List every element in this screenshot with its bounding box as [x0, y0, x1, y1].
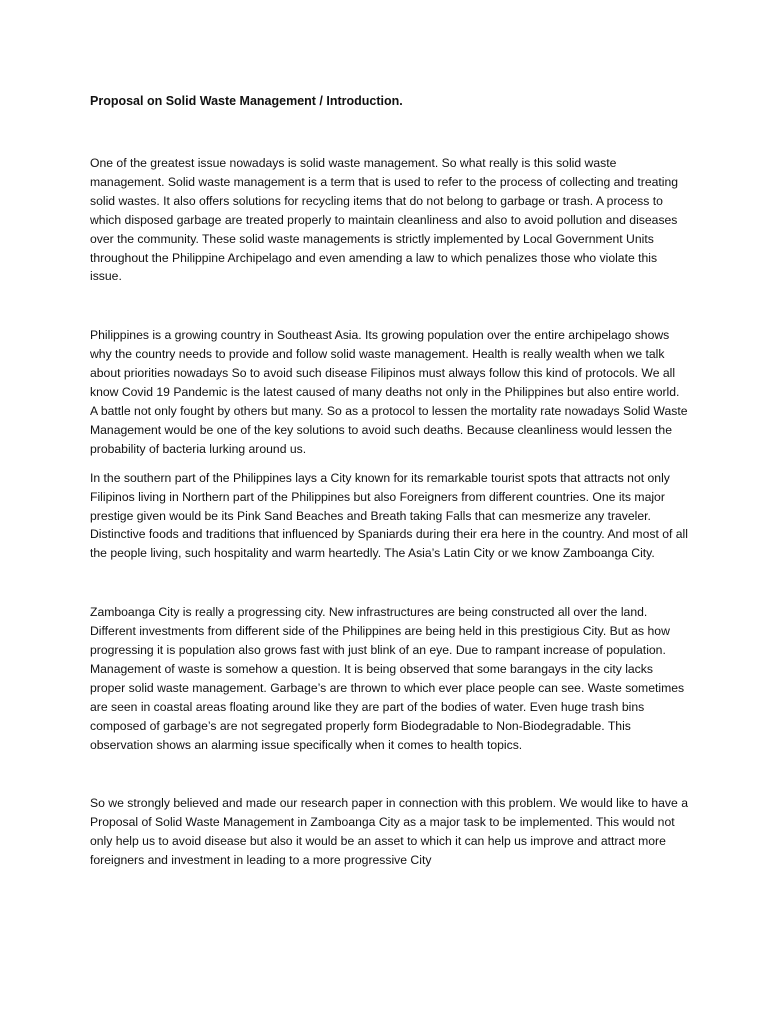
document-page: [90, 92, 688, 870]
paragraph-philippines: Philippines is a growing country in Southeast Asia. Its growing population over the entire archipelago shows why the country needs to provide and follow solid waste management. Health is really wealth when we talk about priorities nowadays So to avoid such disease Filipinos must always follow this kind of protocols. We all know Covid 19 Pandemic is the latest caused of many deaths not only in the Philippines but also entire world. A battle not only fought by others but many. So as a protocol to lessen the mortality rate nowadays Solid Waste Management would be one of the key solutions to avoid such deaths. Because cleanliness would lessen the probability of bacteria lurking around us.: [90, 328, 688, 456]
document-title: Proposal on Solid Waste Management / Introduction.: [90, 94, 403, 108]
paragraph-conclusion: So we strongly believed and made our research paper in connection with this problem. We would like to have a Proposal of Solid Waste Management in Zamboanga City as a major task to be implemented. This would not only help us to avoid disease but also it would be an asset to which it can help us improve and attract more foreigners and investment in leading to a more progressive City: [90, 796, 688, 868]
paragraph-definition: One of the greatest issue nowadays is solid waste management. So what really is this solid waste management. Solid waste management is a term that is used to refer to the process of collecting and treating solid wastes. It also offers solutions for recycling items that do not belong to garbage or trash. A process to which disposed garbage are treated properly to maintain cleanliness and also to avoid pollution and diseases over the community. These solid waste managements is strictly implemented by Local Government Units throughout the Philippine Archipelago and even amending a law to which penalizes those who violate this issue.: [90, 156, 679, 284]
paragraph-zamboanga: Zamboanga City is really a progressing city. New infrastructures are being constructed all over the land. Different investments from different side of the Philippines are being held in this prestigious City. But as how progressing it is population also grows fast with just blink of an eye. Due to rampant increase of population. Management of waste is somehow a question. It is being observed that some barangays in the city lacks proper solid waste management. Garbage’s are thrown to which ever place people can see. Waste sometimes are seen in coastal areas floating around like they are part of the bodies of water. Even huge trash bins composed of garbage’s are not segregated properly form Biodegradable to Non-Biodegradable. This observation shows an alarming issue specifically when it comes to health topics.: [90, 605, 685, 752]
paragraph-southern-city: In the southern part of the Philippines lays a City known for its remarkable tourist spots that attracts not only Filipinos living in Northern part of the Philippines but also Foreigners from different countries. One its major prestige given would be its Pink Sand Beaches and Breath taking Falls that can mesmerize any traveler. Distinctive foods and traditions that influenced by Spaniards during their era here in the country. And most of all the people living, such hospitality and warm heartedly. The Asia’s Latin City or we know Zamboanga City.: [90, 470, 688, 561]
